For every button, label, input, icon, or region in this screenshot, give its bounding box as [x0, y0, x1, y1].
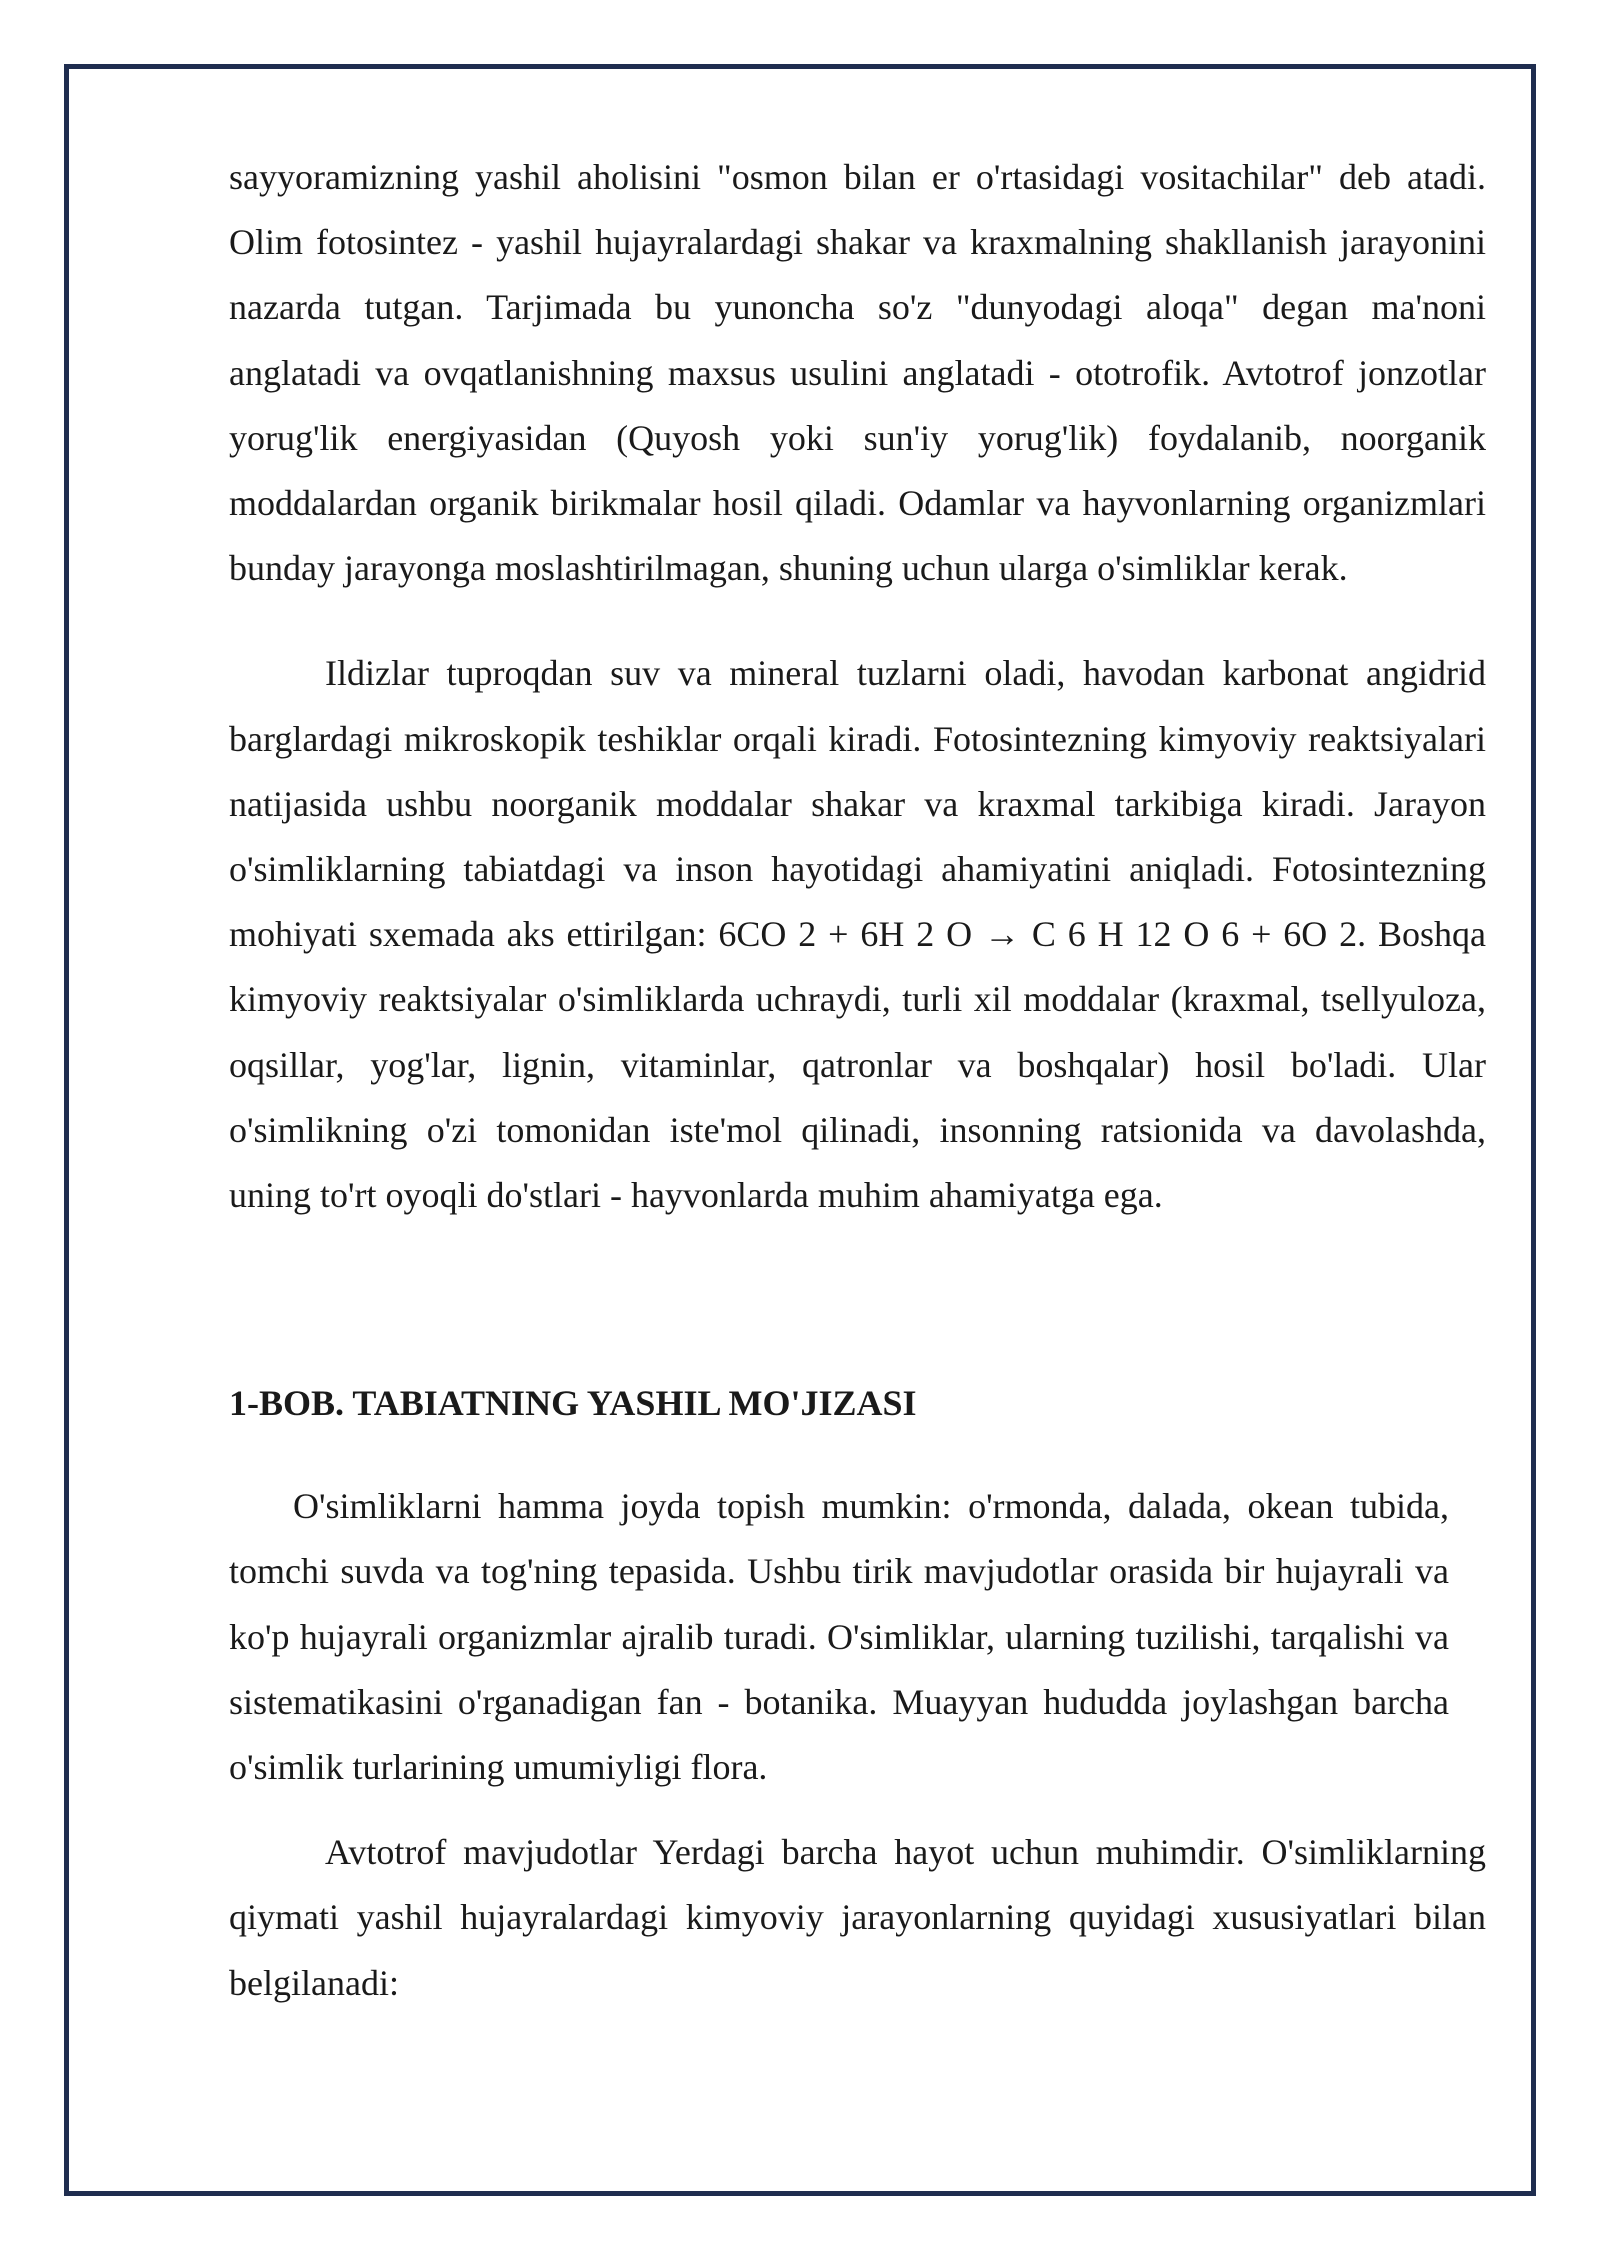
document-body [229, 145, 1486, 2016]
paragraph-photosynthesis: Ildizlar tuproqdan suv va mineral tuzlarni oladi, havodan karbonat angidrid barglardagi mikroskopik teshiklar orqali kiradi. Fotosintezning kimyoviy reaktsiyalari natijasida ushbu noorganik moddalar shakar va kraxmal tarkibiga kiradi. Jarayon o'simliklarning tabiatdagi va inson hayotidagi ahamiyatini aniqladi. Fotosintezning mohiyati sxemada aks ettirilgan: 6CO 2 + 6H 2 O → C 6 H 12 O 6 + 6O 2. Boshqa kimyoviy reaktsiyalar o'simliklarda uchraydi, turli xil moddalar (kraxmal, tsellyuloza, oqsillar, yog'lar, lignin, vitaminlar, qatronlar va boshqalar) hosil bo'ladi. Ular o'simlikning o'zi tomonidan iste'mol qilinadi, insonning ratsionida va davolashda, uning to'rt oyoqli do'stlari - hayvonlarda muhim ahamiyatga ega. [229, 653, 1486, 1216]
paragraph-autotrophs: Avtotrof mavjudotlar Yerdagi barcha hayot uchun muhimdir. O'simliklarning qiymati yashil hujayralardagi kimyoviy jarayonlarning quyidagi xususiyatlari bilan belgilanadi: [229, 1832, 1486, 2003]
paragraph-plants-everywhere: O'simliklarni hamma joyda topish mumkin: o'rmonda, dalada, okean tubida, tomchi suvda va tog'ning tepasida. Ushbu tirik mavjudotlar orasida bir hujayrali va ko'p hujayrali organizmlar ajralib turadi. O'simliklar, ularning tuzilishi, tarqalishi va sistematikasini o'rganadigan fan - botanika. Muayyan hududda joylashgan barcha o'simlik turlarining umumiyligi flora. [229, 1486, 1449, 1788]
paragraph-intro-continuation: sayyoramizning yashil aholisini "osmon bilan er o'rtasidagi vositachilar" deb atadi. Olim fotosintez - yashil hujayralardagi shakar va kraxmalning shakllanish jarayonini nazarda tutgan. Tarjimada bu yunoncha so'z "dunyodagi aloqa" degan ma'noni anglatadi va ovqatlanishning maxsus usulini anglatadi - ototrofik. Avtotrof jonzotlar yorug'lik energiyasidan (Quyosh yoki sun'iy yorug'lik) foydalanib, noorganik moddalardan organik birikmalar hosil qiladi. Odamlar va hayvonlarning organizmlari bunday jarayonga moslashtirilmagan, shuning uchun ularga o'simliklar kerak. [229, 157, 1486, 589]
chapter-heading: 1-BOB. TABIATNING YASHIL MO'JIZASI [229, 1383, 917, 1424]
